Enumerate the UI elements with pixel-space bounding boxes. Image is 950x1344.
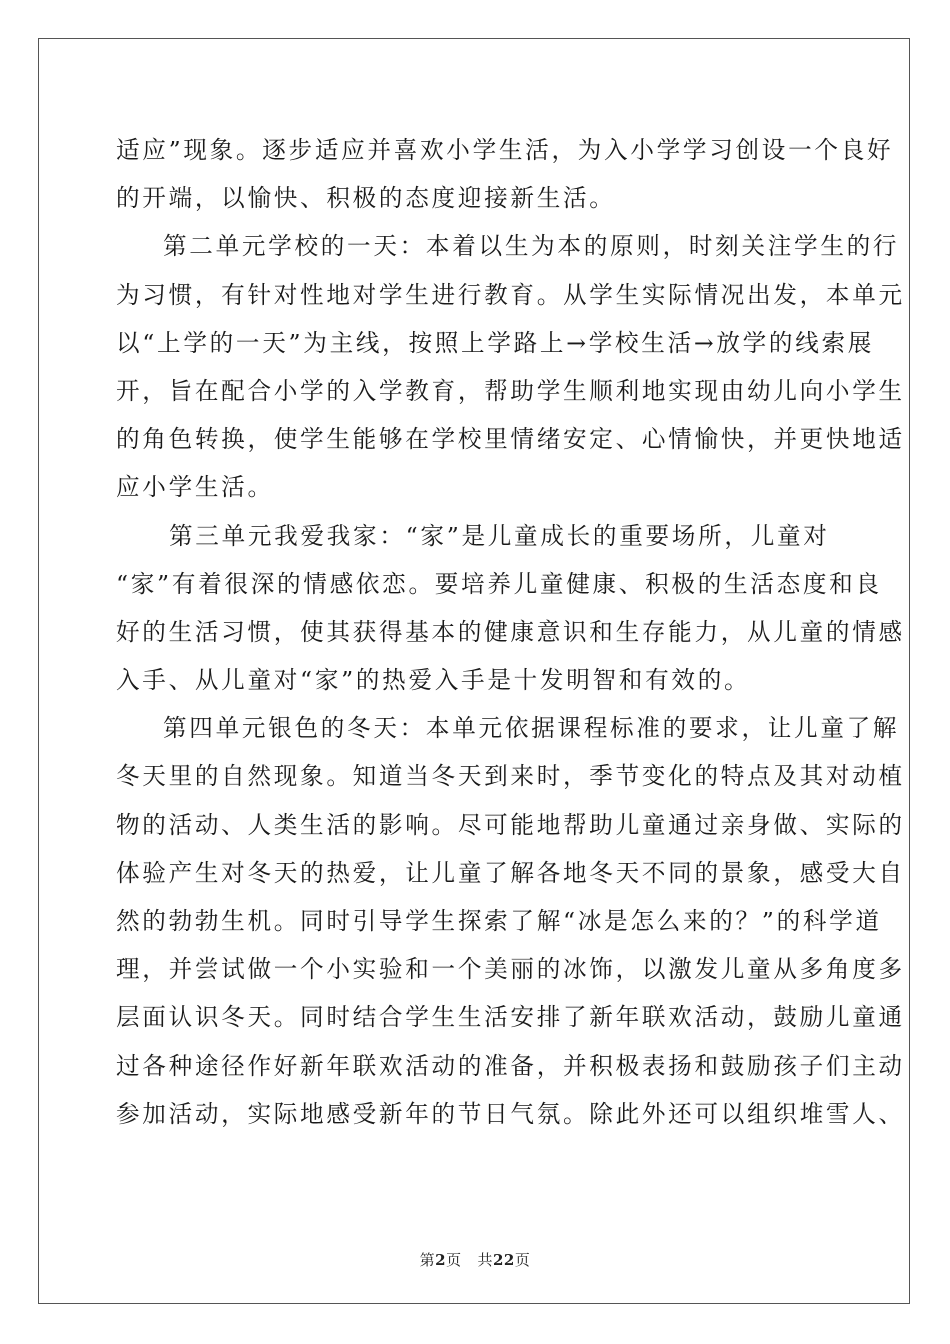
- text-line: 理，并尝试做一个小实验和一个美丽的冰饰，以激发儿童从多角度多: [116, 955, 905, 984]
- paragraph-start-line: 第四单元银色的冬天：本单元依据课程标准的要求，让儿童了解: [163, 714, 900, 743]
- total-unit: 页: [514, 1251, 531, 1269]
- page-prefix: 第: [419, 1251, 436, 1269]
- text-line: 以“上学的一天”为主线，按照上学路上→学校生活→放学的线索展: [116, 328, 875, 357]
- text-line: 物的活动、人类生活的影响。尽可能地帮助儿童通过亲身做、实际的: [116, 810, 905, 839]
- text-line: 入手、从儿童对“家”的热爱入手是十发明智和有效的。: [116, 666, 751, 695]
- paragraph-start-line: 第三单元我爱我家：“家”是儿童成长的重要场所，儿童对: [169, 521, 830, 550]
- text-line: 参加活动，实际地感受新年的节日气氛。除此外还可以组织堆雪人、: [116, 1099, 905, 1128]
- text-line: 好的生活习惯，使其获得基本的健康意识和生存能力，从儿童的情感: [116, 617, 905, 646]
- text-line: “家”有着很深的情感依恋。要培养儿童健康、积极的生活态度和良: [116, 569, 882, 598]
- page-footer: [0, 1249, 950, 1270]
- page-unit: 页: [446, 1251, 462, 1269]
- text-line: 冬天里的自然现象。知道当冬天到来时，季节变化的特点及其对动植: [116, 762, 905, 791]
- text-line: 适应”现象。逐步适应并喜欢小学生活，为入小学学习创设一个良好: [116, 136, 894, 164]
- text-line: 然的勃勃生机。同时引导学生探索了解“冰是怎么来的？”的科学道: [116, 907, 882, 935]
- text-line: 为习惯，有针对性地对学生进行教育。从学生实际情况出发，本单元: [116, 280, 905, 309]
- text-line: 过各种途径作好新年联欢活动的准备，并积极表扬和鼓励孩子们主动: [116, 1051, 905, 1080]
- text-line: 的角色转换，使学生能够在学校里情绪安定、心情愉快，并更快地适: [116, 425, 905, 454]
- total-prefix: 共: [477, 1251, 493, 1269]
- text-line: 层面认识冬天。同时结合学生生活安排了新年联欢活动，鼓励儿童通: [116, 1003, 905, 1032]
- text-line: 的开端，以愉快、积极的态度迎接新生活。: [116, 184, 616, 213]
- page-number-total: 22: [492, 1251, 515, 1269]
- text-line: 体验产生对冬天的热爱，让儿童了解各地冬天不同的景象，感受大自: [116, 858, 905, 887]
- text-line: 开，旨在配合小学的入学教育，帮助学生顺利地实现由幼儿向小学生: [116, 376, 905, 405]
- document-body: [116, 126, 905, 1138]
- paragraph-start-line: 第二单元学校的一天：本着以生为本的原则，时刻关注学生的行: [163, 232, 900, 261]
- page-number-current: 2: [435, 1251, 447, 1269]
- text-line: 应小学生活。: [116, 473, 274, 502]
